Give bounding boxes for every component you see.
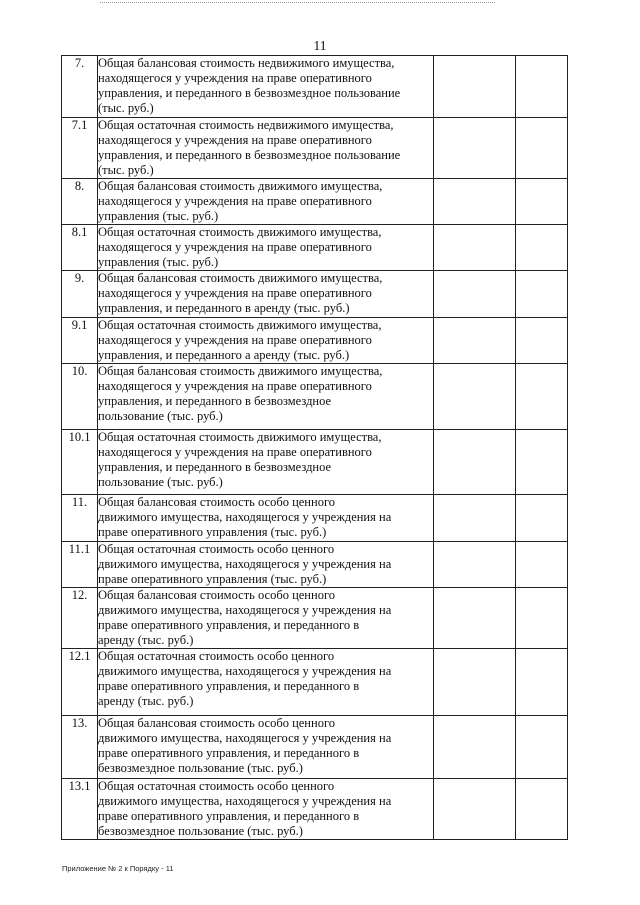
table-row [62, 495, 568, 542]
value-cell-1 [434, 225, 516, 271]
value-cell-2 [516, 56, 568, 118]
value-cell-1 [434, 56, 516, 118]
value-cell-1 [434, 495, 516, 542]
indicator-label: Общая остаточная стоимость особо ценного движимого имущества, находящегося у учреждения на праве оперативного управления, и переданного в аренду (тыс. руб.) [98, 649, 392, 708]
row-number: 7. [62, 56, 98, 118]
indicator-description [98, 318, 434, 364]
table-row [62, 179, 568, 225]
indicator-description [98, 56, 434, 118]
row-number: 9.1 [62, 318, 98, 364]
value-cell-1 [434, 649, 516, 716]
table-row [62, 588, 568, 649]
indicator-description [98, 542, 434, 588]
indicator-label: Общая балансовая стоимость движимого имущества, находящегося у учреждения на праве оперативного управления, и переданного в безвозмездное пользование (тыс. руб.) [98, 364, 383, 423]
row-number: 11. [62, 495, 98, 542]
indicator-description [98, 588, 434, 649]
value-cell-2 [516, 716, 568, 779]
value-cell-1 [434, 542, 516, 588]
indicator-label: Общая балансовая стоимость особо ценного движимого имущества, находящегося у учреждения на праве оперативного управления, и переданного в аренду (тыс. руб.) [98, 588, 392, 647]
table-row [62, 225, 568, 271]
indicator-description [98, 118, 434, 179]
value-cell-1 [434, 430, 516, 495]
indicator-label: Общая балансовая стоимость особо ценного движимого имущества, находящегося у учреждения на праве оперативного управления, и переданного в безвозмездное пользование (тыс. руб.) [98, 716, 392, 775]
indicator-label: Общая остаточная стоимость особо ценного движимого имущества, находящегося у учреждения на праве оперативного управления, и переданного в безвозмездное пользование (тыс. руб.) [98, 779, 392, 838]
value-cell-2 [516, 271, 568, 318]
table-row [62, 716, 568, 779]
row-number: 13. [62, 716, 98, 779]
indicator-description [98, 271, 434, 318]
value-cell-2 [516, 318, 568, 364]
value-cell-2 [516, 364, 568, 430]
indicator-label: Общая остаточная стоимость особо ценного движимого имущества, находящегося у учреждения на праве оперативного управления (тыс. руб.) [98, 542, 392, 586]
row-number: 11.1 [62, 542, 98, 588]
indicator-description [98, 649, 434, 716]
indicator-description [98, 495, 434, 542]
value-cell-2 [516, 225, 568, 271]
value-cell-2 [516, 588, 568, 649]
table-row [62, 542, 568, 588]
value-cell-2 [516, 430, 568, 495]
property-value-table [61, 55, 568, 840]
row-number: 13.1 [62, 779, 98, 840]
indicator-label: Общая балансовая стоимость движимого имущества, находящегося у учреждения на праве оперативного управления (тыс. руб.) [98, 179, 383, 223]
indicator-label: Общая остаточная стоимость недвижимого имущества, находящегося у учреждения на праве оперативного управления, и переданного в безвозмездное пользование (тыс. руб.) [98, 118, 401, 177]
indicator-label: Общая балансовая стоимость движимого имущества, находящегося у учреждения на праве оперативного управления, и переданного в аренду (тыс. руб.) [98, 271, 383, 315]
value-cell-1 [434, 588, 516, 649]
table-row [62, 318, 568, 364]
indicator-label: Общая остаточная стоимость движимого имущества, находящегося у учреждения на праве оперативного управления, и переданного а аренду (тыс. руб.) [98, 318, 382, 362]
page-number: 11 [313, 38, 327, 53]
row-number: 7.1 [62, 118, 98, 179]
indicator-label: Общая балансовая стоимость недвижимого имущества, находящегося у учреждения на праве оперативного управления, и переданного в безвозмездное пользование (тыс. руб.) [98, 56, 401, 115]
row-number: 12.1 [62, 649, 98, 716]
value-cell-2 [516, 118, 568, 179]
value-cell-2 [516, 179, 568, 225]
value-cell-2 [516, 495, 568, 542]
indicator-description [98, 364, 434, 430]
row-number: 8. [62, 179, 98, 225]
value-cell-2 [516, 779, 568, 840]
value-cell-1 [434, 271, 516, 318]
indicator-description [98, 779, 434, 840]
value-cell-2 [516, 649, 568, 716]
table-row [62, 271, 568, 318]
indicator-label: Общая остаточная стоимость движимого имущества, находящегося у учреждения на праве оперативного управления, и переданного в безвозмездное пользование (тыс. руб.) [98, 430, 382, 489]
table-row [62, 649, 568, 716]
value-cell-1 [434, 318, 516, 364]
row-number: 12. [62, 588, 98, 649]
value-cell-1 [434, 118, 516, 179]
value-cell-2 [516, 542, 568, 588]
indicator-description [98, 716, 434, 779]
indicator-description [98, 225, 434, 271]
indicator-description [98, 430, 434, 495]
footer-note: Приложение № 2 к Порядку - 11 [62, 864, 174, 873]
indicator-label: Общая остаточная стоимость движимого имущества, находящегося у учреждения на праве оперативного управления (тыс. руб.) [98, 225, 382, 269]
row-number: 10. [62, 364, 98, 430]
table-row [62, 118, 568, 179]
row-number: 8.1 [62, 225, 98, 271]
table-row [62, 779, 568, 840]
value-cell-1 [434, 179, 516, 225]
row-number: 10.1 [62, 430, 98, 495]
top-dotted-rule [100, 2, 495, 3]
table-row [62, 56, 568, 118]
row-number: 9. [62, 271, 98, 318]
indicator-label: Общая балансовая стоимость особо ценного движимого имущества, находящегося у учреждения на праве оперативного управления (тыс. руб.) [98, 495, 392, 539]
value-cell-1 [434, 779, 516, 840]
value-cell-1 [434, 364, 516, 430]
table-row [62, 430, 568, 495]
indicator-description [98, 179, 434, 225]
value-cell-1 [434, 716, 516, 779]
table-row [62, 364, 568, 430]
